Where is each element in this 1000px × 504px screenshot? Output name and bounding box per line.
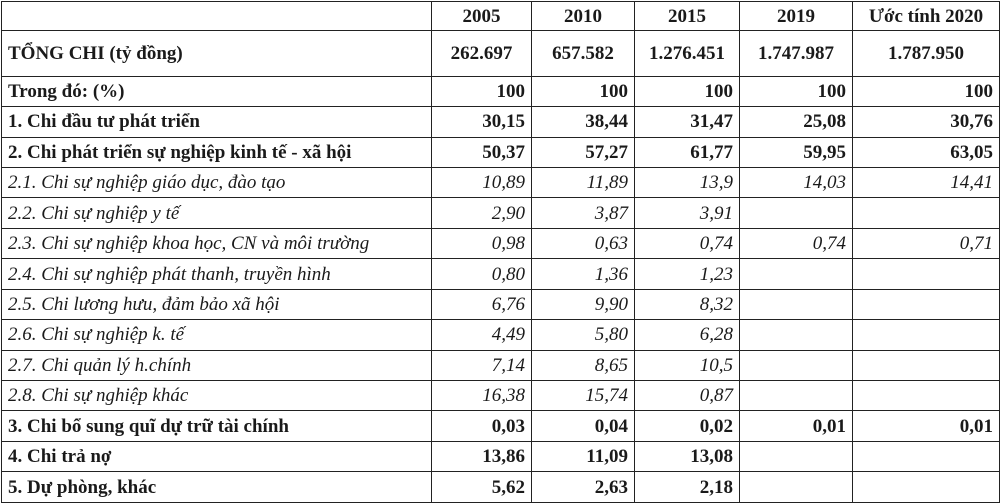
cell-value: 0,71: [853, 228, 1000, 258]
cell-value: 0,63: [532, 228, 635, 258]
row-label: 5. Dự phòng, khác: [2, 472, 432, 503]
cell-value: 100: [635, 76, 740, 106]
cell-value: [853, 289, 1000, 319]
row-label: 2.8. Chi sự nghiệp khác: [2, 381, 432, 411]
cell-value: 0,02: [635, 411, 740, 441]
table-row: [2, 76, 1000, 106]
cell-value: 31,47: [635, 107, 740, 137]
table-row: [2, 198, 1000, 228]
budget-table: [1, 1, 1000, 503]
cell-value: 63,05: [853, 137, 1000, 167]
cell-value: 16,38: [432, 381, 532, 411]
cell-value: 13,86: [432, 441, 532, 471]
cell-value: 38,44: [532, 107, 635, 137]
cell-value: 0,98: [432, 228, 532, 258]
cell-value: [853, 259, 1000, 289]
cell-value: 13,9: [635, 167, 740, 197]
cell-value: 0,74: [635, 228, 740, 258]
cell-value: [740, 441, 853, 471]
cell-value: 1,36: [532, 259, 635, 289]
table-row: [2, 259, 1000, 289]
cell-value: 0,87: [635, 381, 740, 411]
cell-value: 4,49: [432, 320, 532, 350]
cell-value: 0,03: [432, 411, 532, 441]
cell-value: [740, 289, 853, 319]
cell-value: 14,41: [853, 167, 1000, 197]
cell-value: 10,5: [635, 350, 740, 380]
row-label: TỔNG CHI (tỷ đồng): [2, 31, 432, 77]
cell-value: 8,32: [635, 289, 740, 319]
row-label: 4. Chi trả nợ: [2, 441, 432, 471]
header-year-2019: 2019: [740, 2, 853, 31]
cell-value: 1.787.950: [853, 31, 1000, 77]
cell-value: 8,65: [532, 350, 635, 380]
table-row: [2, 107, 1000, 137]
cell-value: 0,04: [532, 411, 635, 441]
cell-value: 13,08: [635, 441, 740, 471]
cell-value: 14,03: [740, 167, 853, 197]
cell-value: [853, 320, 1000, 350]
cell-value: [740, 259, 853, 289]
cell-value: 1,23: [635, 259, 740, 289]
table-row: [2, 137, 1000, 167]
cell-value: 30,15: [432, 107, 532, 137]
table-row: [2, 441, 1000, 471]
cell-value: 50,37: [432, 137, 532, 167]
cell-value: 11,89: [532, 167, 635, 197]
cell-value: [853, 198, 1000, 228]
table-row-total: [2, 31, 1000, 77]
cell-value: 100: [853, 76, 1000, 106]
cell-value: 2,90: [432, 198, 532, 228]
row-label: 2.4. Chi sự nghiệp phát thanh, truyền hình: [2, 259, 432, 289]
cell-value: 59,95: [740, 137, 853, 167]
header-year-2010: 2010: [532, 2, 635, 31]
cell-value: [740, 320, 853, 350]
cell-value: 2,18: [635, 472, 740, 503]
table-row: [2, 350, 1000, 380]
cell-value: 657.582: [532, 31, 635, 77]
cell-value: 5,80: [532, 320, 635, 350]
cell-value: 0,01: [853, 411, 1000, 441]
row-label: Trong đó: (%): [2, 76, 432, 106]
cell-value: 7,14: [432, 350, 532, 380]
header-year-2015: 2015: [635, 2, 740, 31]
cell-value: 100: [432, 76, 532, 106]
header-row: [2, 2, 1000, 31]
row-label: 2.1. Chi sự nghiệp giáo dục, đào tạo: [2, 167, 432, 197]
cell-value: 57,27: [532, 137, 635, 167]
table-row: [2, 381, 1000, 411]
cell-value: 0,01: [740, 411, 853, 441]
cell-value: [853, 350, 1000, 380]
row-label: 2. Chi phát triển sự nghiệp kinh tế - xã hội: [2, 137, 432, 167]
cell-value: 10,89: [432, 167, 532, 197]
cell-value: 262.697: [432, 31, 532, 77]
row-label: 2.2. Chi sự nghiệp y tế: [2, 198, 432, 228]
table-row: [2, 228, 1000, 258]
cell-value: 30,76: [853, 107, 1000, 137]
row-label: 1. Chi đầu tư phát triển: [2, 107, 432, 137]
cell-value: 100: [532, 76, 635, 106]
cell-value: 3,87: [532, 198, 635, 228]
cell-value: 15,74: [532, 381, 635, 411]
row-label: 2.5. Chi lương hưu, đảm bảo xã hội: [2, 289, 432, 319]
cell-value: [740, 381, 853, 411]
cell-value: 25,08: [740, 107, 853, 137]
cell-value: 2,63: [532, 472, 635, 503]
cell-value: 9,90: [532, 289, 635, 319]
cell-value: [740, 472, 853, 503]
header-label-cell: [2, 2, 432, 31]
row-label: 3. Chi bổ sung quĩ dự trữ tài chính: [2, 411, 432, 441]
table-row: [2, 411, 1000, 441]
cell-value: 0,74: [740, 228, 853, 258]
table-row: [2, 320, 1000, 350]
cell-value: 6,28: [635, 320, 740, 350]
row-label: 2.6. Chi sự nghiệp k. tế: [2, 320, 432, 350]
table-row: [2, 472, 1000, 503]
cell-value: [853, 472, 1000, 503]
header-year-2020-estimate: Ước tính 2020: [853, 2, 1000, 31]
cell-value: [853, 441, 1000, 471]
cell-value: 3,91: [635, 198, 740, 228]
cell-value: 1.276.451: [635, 31, 740, 77]
cell-value: [853, 381, 1000, 411]
table-row: [2, 289, 1000, 319]
cell-value: [740, 198, 853, 228]
cell-value: 6,76: [432, 289, 532, 319]
cell-value: 0,80: [432, 259, 532, 289]
cell-value: 1.747.987: [740, 31, 853, 77]
row-label: 2.3. Chi sự nghiệp khoa học, CN và môi trường: [2, 228, 432, 258]
cell-value: [740, 350, 853, 380]
header-year-2005: 2005: [432, 2, 532, 31]
row-label: 2.7. Chi quản lý h.chính: [2, 350, 432, 380]
cell-value: 5,62: [432, 472, 532, 503]
cell-value: 61,77: [635, 137, 740, 167]
table-row: [2, 167, 1000, 197]
cell-value: 100: [740, 76, 853, 106]
cell-value: 11,09: [532, 441, 635, 471]
